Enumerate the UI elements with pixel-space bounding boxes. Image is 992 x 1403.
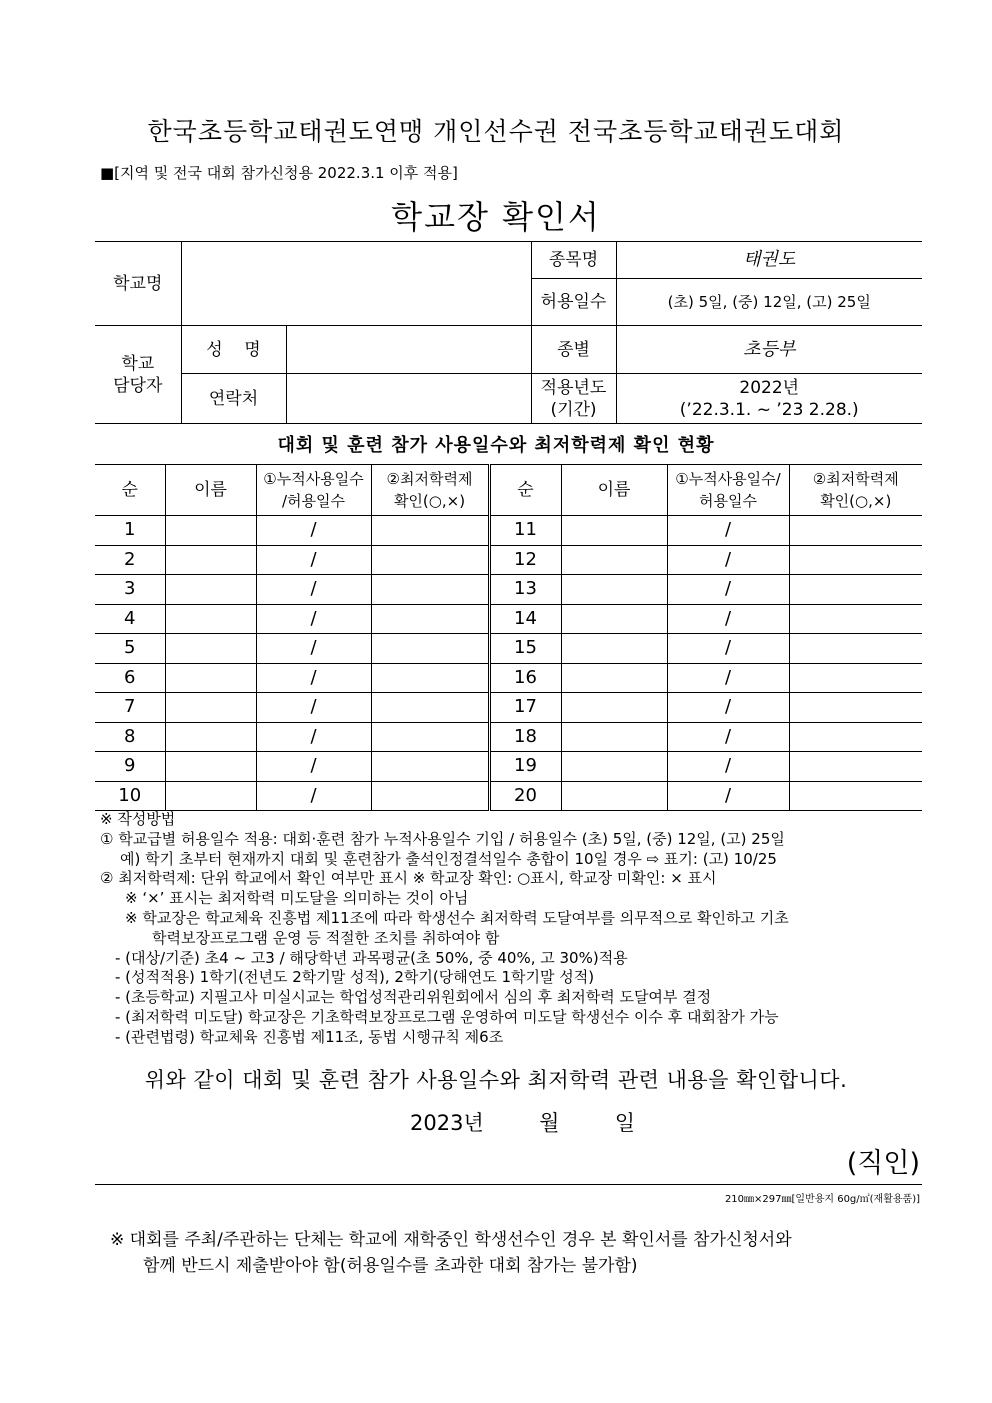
days-cell[interactable]: / — [667, 575, 789, 605]
table-row — [95, 752, 922, 782]
edu-check-cell[interactable] — [789, 545, 922, 575]
edu-check-cell[interactable] — [789, 693, 922, 723]
edu-check-cell[interactable] — [371, 516, 489, 546]
row-number: 3 — [95, 575, 165, 605]
days-cell[interactable]: / — [256, 634, 371, 664]
instruction-line: ② 최저학력제: 단위 학교에서 확인 여부만 표시 ※ 학교장 확인: ○표시, 학교장 미확인: × 표시 — [100, 869, 717, 888]
edu-check-cell[interactable] — [789, 516, 922, 546]
edu-check-cell[interactable] — [371, 722, 489, 752]
edu-check-cell[interactable] — [789, 722, 922, 752]
row-number: 18 — [489, 722, 561, 752]
row-number: 5 — [95, 634, 165, 664]
table-row — [95, 693, 922, 723]
document-title: 학교장 확인서 — [391, 198, 601, 236]
edu-check-cell[interactable] — [789, 634, 922, 664]
days-cell[interactable]: / — [256, 545, 371, 575]
student-name-cell[interactable] — [561, 545, 667, 575]
header-no-left: 순 — [95, 465, 165, 516]
divider — [95, 1184, 922, 1185]
student-name-cell[interactable] — [165, 545, 256, 575]
instruction-line: 예) 학기 초부터 현재까지 대회 및 훈련참가 출석인정결석일수 총합이 10일 경우 ⇨ 표기: (고) 10/25 — [120, 849, 777, 868]
table-row — [95, 516, 922, 546]
writing-instructions — [100, 810, 930, 1048]
notice-line-2: 함께 반드시 제출받아야 함(허용일수를 초과한 대회 참가는 불가함) — [143, 1256, 638, 1276]
days-cell[interactable]: / — [667, 604, 789, 634]
row-number: 17 — [489, 693, 561, 723]
row-number: 15 — [489, 634, 561, 664]
days-cell[interactable]: / — [256, 604, 371, 634]
row-number: 8 — [95, 722, 165, 752]
student-name-cell[interactable] — [165, 722, 256, 752]
edu-check-cell[interactable] — [371, 604, 489, 634]
date-day[interactable]: 일 — [614, 1111, 636, 1135]
header-edu-left-line-1: ②최저학력제 — [386, 470, 473, 488]
days-cell[interactable]: / — [667, 781, 789, 811]
row-number: 20 — [489, 781, 561, 811]
table-row — [95, 545, 922, 575]
row-number: 7 — [95, 693, 165, 723]
header-name-right: 이름 — [561, 465, 667, 516]
edu-check-cell[interactable] — [371, 545, 489, 575]
year-value — [616, 374, 922, 424]
instruction-line: ① 학교급별 허용일수 적용: 대회·훈련 참가 누적사용일수 기입 / 허용일수 (초) 5일, (중) 12일, (고) 25일 — [100, 829, 785, 848]
instructions-heading: ※ 작성방법 — [100, 810, 176, 828]
header-days-right-line-1: ①누적사용일수/ — [675, 470, 781, 488]
table-row — [95, 634, 922, 664]
row-number: 16 — [489, 663, 561, 693]
student-name-cell[interactable] — [165, 575, 256, 605]
instruction-line: - (초등학교) 지필고사 미실시교는 학업성적관리위원회에서 심의 후 최저학력 도달여부 결정 — [115, 988, 712, 1007]
status-table — [95, 464, 922, 811]
table-row — [95, 781, 922, 811]
instruction-line: - (성적적용) 1학기(전년도 2학기말 성적), 2학기(당해연도 1학기말 성적) — [115, 968, 595, 987]
row-number: 14 — [489, 604, 561, 634]
table-row — [95, 663, 922, 693]
days-cell[interactable]: / — [667, 663, 789, 693]
days-cell[interactable]: / — [667, 752, 789, 782]
student-name-cell[interactable] — [165, 516, 256, 546]
header-name-left: 이름 — [165, 465, 256, 516]
paper-spec: 210㎜×297㎜[일반용지 60g/㎡(재활용품)] — [724, 1194, 920, 1205]
row-number: 13 — [489, 575, 561, 605]
year-label-line-2: (기간) — [550, 399, 597, 420]
year-value-line-1: 2022년 — [739, 377, 800, 398]
header-days-left-line-2: /허용일수 — [281, 492, 345, 510]
date-month[interactable]: 월 — [539, 1111, 560, 1135]
header-edu-right — [789, 465, 922, 516]
category-label: 종별 — [531, 326, 616, 374]
student-name-cell[interactable] — [561, 752, 667, 782]
allowed-days-label: 허용일수 — [531, 279, 616, 326]
edu-check-cell[interactable] — [371, 575, 489, 605]
school-name-field[interactable] — [181, 242, 531, 326]
year-value-line-2: (’22.3.1. ~ ’23 2.28.) — [679, 399, 859, 420]
days-cell[interactable]: / — [256, 693, 371, 723]
event-value: 태권도 — [616, 242, 922, 279]
person-name-field[interactable] — [286, 326, 531, 374]
days-cell[interactable]: / — [667, 722, 789, 752]
edu-check-cell[interactable] — [789, 663, 922, 693]
phone-field[interactable] — [286, 374, 531, 424]
days-cell[interactable]: / — [667, 516, 789, 546]
instruction-line: 학력보장프로그램 운영 등 적절한 조치를 취하여야 함 — [152, 928, 500, 947]
student-name-cell[interactable] — [561, 781, 667, 811]
header-edu-left — [371, 465, 489, 516]
student-name-cell[interactable] — [165, 781, 256, 811]
row-number: 6 — [95, 663, 165, 693]
row-number: 11 — [489, 516, 561, 546]
days-cell[interactable]: / — [256, 781, 371, 811]
student-name-cell[interactable] — [165, 634, 256, 664]
days-cell[interactable]: / — [667, 545, 789, 575]
edu-check-cell[interactable] — [789, 752, 922, 782]
header-days-right-line-2: 허용일수 — [699, 492, 757, 510]
student-name-cell[interactable] — [561, 575, 667, 605]
header-days-left — [256, 465, 371, 516]
header-no-right: 순 — [489, 465, 561, 516]
official-seal-label: (직인) — [846, 1148, 920, 1179]
row-number: 1 — [95, 516, 165, 546]
page-title: 한국초등학교태권도연맹 개인선수권 전국초등학교태권도대회 — [147, 117, 845, 146]
edu-check-cell[interactable] — [371, 634, 489, 664]
student-name-cell[interactable] — [165, 663, 256, 693]
edu-check-cell[interactable] — [789, 604, 922, 634]
instruction-line: ※ 학교장은 학교체육 진흥법 제11조에 따라 학생선수 최저학력 도달여부를 의무적으로 확인하고 기초 — [125, 908, 789, 927]
student-name-cell[interactable] — [561, 663, 667, 693]
category-value: 초등부 — [616, 326, 922, 374]
days-cell[interactable]: / — [256, 575, 371, 605]
form-subtitle: ■[지역 및 전국 대회 참가신청용 2022.3.1 이후 적용] — [100, 164, 458, 182]
days-cell[interactable]: / — [256, 752, 371, 782]
days-cell[interactable]: / — [667, 634, 789, 664]
phone-label: 연락처 — [181, 374, 286, 424]
table-row — [95, 722, 922, 752]
edu-check-cell[interactable] — [789, 781, 922, 811]
student-name-cell[interactable] — [561, 722, 667, 752]
contact-person-label — [95, 326, 181, 424]
student-name-cell[interactable] — [165, 604, 256, 634]
days-cell[interactable]: / — [256, 663, 371, 693]
school-name-label: 학교명 — [95, 242, 181, 326]
contact-label-line-2: 담당자 — [113, 375, 163, 396]
header-edu-left-line-2: 확인(○,×) — [393, 492, 466, 510]
year-label — [531, 374, 616, 424]
row-number: 19 — [489, 752, 561, 782]
instruction-line: - (최저학력 미도달) 학교장은 기초학력보장프로그램 운영하여 미도달 학생선수 이수 후 대회참가 가능 — [115, 1007, 779, 1026]
header-days-left-line-1: ①누적사용일수 — [263, 470, 364, 488]
table-row — [95, 604, 922, 634]
edu-check-cell[interactable] — [371, 693, 489, 723]
row-number: 2 — [95, 545, 165, 575]
status-section-title: 대회 및 훈련 참가 사용일수와 최저학력제 확인 현황 — [277, 435, 715, 456]
person-name-label: 성 명 — [181, 326, 286, 374]
edu-check-cell[interactable] — [789, 575, 922, 605]
info-table — [95, 241, 922, 424]
confirmation-statement: 위와 같이 대회 및 훈련 참가 사용일수와 최저학력 관련 내용을 확인합니다. — [144, 1068, 848, 1092]
student-name-cell[interactable] — [561, 693, 667, 723]
year-label-line-1: 적용년도 — [540, 377, 607, 398]
instruction-line: - (대상/기준) 초4 ~ 고3 / 해당학년 과목평균(초 50%, 중 40%, 고 30%)적용 — [115, 948, 628, 967]
days-cell[interactable]: / — [256, 516, 371, 546]
student-name-cell[interactable] — [561, 516, 667, 546]
student-name-cell[interactable] — [561, 634, 667, 664]
signature-date — [410, 1107, 635, 1137]
table-row — [95, 575, 922, 605]
student-name-cell[interactable] — [561, 604, 667, 634]
row-number: 9 — [95, 752, 165, 782]
header-edu-right-line-2: 확인(○,×) — [820, 492, 892, 510]
edu-check-cell[interactable] — [371, 752, 489, 782]
instruction-line: ※ ‘×’ 표시는 최저학력 미도달을 의미하는 것이 아님 — [125, 889, 469, 908]
row-number: 12 — [489, 545, 561, 575]
row-number: 4 — [95, 604, 165, 634]
notice-line-1: ※ 대회를 주최/주관하는 단체는 학교에 재학중인 학생선수인 경우 본 확인서를 참가신청서와 — [110, 1230, 792, 1250]
header-edu-right-line-1: ②최저학력제 — [812, 470, 899, 488]
row-number: 10 — [95, 781, 165, 811]
student-name-cell[interactable] — [165, 752, 256, 782]
edu-check-cell[interactable] — [371, 781, 489, 811]
student-name-cell[interactable] — [165, 693, 256, 723]
instruction-line: - (관련법령) 학교체육 진흥법 제11조, 동법 시행규칙 제6조 — [115, 1027, 504, 1046]
header-days-right — [667, 465, 789, 516]
event-label: 종목명 — [531, 242, 616, 279]
contact-label-line-1: 학교 — [121, 353, 155, 374]
days-cell[interactable]: / — [667, 693, 789, 723]
submission-notice — [110, 1227, 910, 1279]
allowed-days-value: (초) 5일, (중) 12일, (고) 25일 — [616, 279, 922, 326]
days-cell[interactable]: / — [256, 722, 371, 752]
date-year: 2023년 — [410, 1111, 484, 1135]
edu-check-cell[interactable] — [371, 663, 489, 693]
